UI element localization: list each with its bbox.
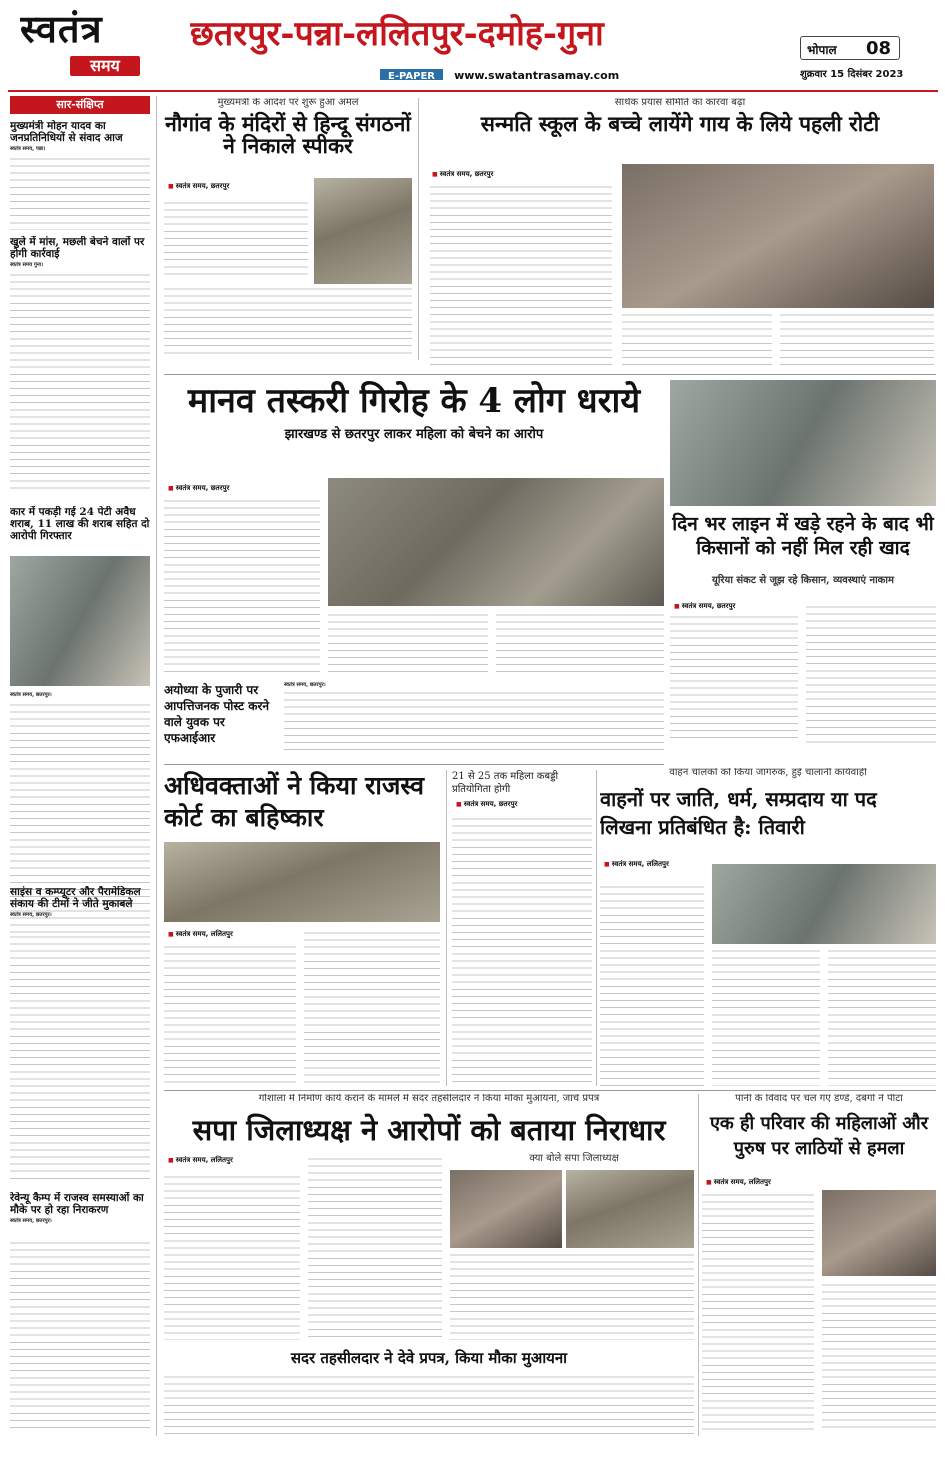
article-kicker: वाहन चालकों को किया जागरुक, हुई चालानी कार्यवाही <box>669 768 867 778</box>
article-text-block <box>308 1156 442 1340</box>
article-khad <box>670 380 936 824</box>
school-children-photo <box>622 164 934 308</box>
article-text-block <box>822 1282 936 1432</box>
article-advocates <box>164 770 440 1086</box>
article-text-block <box>670 614 798 744</box>
sidebar-lead: स्वतंत्र समय गुना। <box>10 262 44 268</box>
edition-title: छतरपुर-पन्ना-ललितपुर-दमोह-गुना <box>190 14 604 54</box>
sidebar-lead: स्वतंत्र समय, पन्ना। <box>10 146 46 152</box>
article-byline: ■ स्वतंत्र समय, ललितपुर <box>168 930 233 939</box>
article-text-block <box>164 1374 694 1434</box>
article-text-block <box>622 312 772 370</box>
masthead-divider <box>8 90 938 92</box>
article-kicker: पानी के विवाद पर चल गए डण्डे, दबंगों ने पीटा <box>735 1094 903 1104</box>
liquor-seizure-photo <box>10 556 150 686</box>
article-text-block <box>284 690 664 754</box>
issue-date: शुक्रवार 15 दिसंबर 2023 <box>800 69 904 80</box>
article-water <box>702 1094 936 1436</box>
article-kabaddi <box>452 770 592 1086</box>
article-text-block <box>164 498 320 672</box>
article-text-block <box>600 884 704 1086</box>
column-divider <box>698 1094 699 1436</box>
article-text-block <box>164 200 308 280</box>
sidebar <box>10 96 150 1436</box>
article-kicker: सार्थक प्रयास समिति का कारवां बढ़ा <box>614 98 746 108</box>
article-byline: ■ स्वतंत्र समय, छतरपुर <box>168 182 229 191</box>
sidebar-text-block <box>10 934 150 1184</box>
article-ayodhya <box>164 682 664 760</box>
epaper-bar <box>380 64 790 80</box>
article-text-block <box>496 612 664 672</box>
sidebar-headline: कार में पकड़ी गई 24 पेटी अवैध शराब, 11 लाख की शराब सहित दो आरोपी गिरफ्तार <box>10 506 150 542</box>
injured-photo <box>822 1190 936 1276</box>
epaper-label: E-PAPER <box>380 69 443 80</box>
article-headline: अधिवक्ताओं ने किया राजस्व कोर्ट का बहिष्कार <box>164 771 425 832</box>
section-divider <box>164 374 936 375</box>
article-subhead: झारखण्ड से छतरपुर लाकर महिला को बेचने का आरोप <box>284 427 544 442</box>
loudspeaker-photo <box>314 178 412 284</box>
sidebar-item <box>10 886 150 1186</box>
court-boycott-photo <box>164 842 440 922</box>
logo-top-text: स्वतंत्र <box>20 8 103 51</box>
masthead <box>0 0 945 92</box>
article-text-block <box>712 948 820 1086</box>
sub-kicker: क्या बोले सपा जिलाध्यक्ष <box>529 1153 619 1164</box>
website-link[interactable]: www.swatantrasamay.com <box>454 69 620 80</box>
column-divider <box>418 98 419 360</box>
article-headline: वाहनों पर जाति, धर्म, सम्प्रदाय या पद लिखना प्रतिबंधित है: तिवारी <box>600 786 877 839</box>
article-sanmati <box>424 98 936 372</box>
sidebar-text-block <box>10 272 150 494</box>
column-divider <box>596 770 597 1086</box>
article-gaushala <box>164 1094 694 1436</box>
article-headline: सन्मति स्कूल के बच्चे लायेंगे गाय के लिये पहली रोटी <box>480 110 880 136</box>
sidebar-headline: साइंस व कम्प्यूटर और पैरामेडिकल संकाय की टीमों ने जीते मुकाबले <box>10 886 141 910</box>
article-headline: अयोध्या के पुजारी पर आपत्तिजनक पोस्ट करने वाले युवक पर एफआईआर <box>164 683 270 745</box>
article-byline: ■ स्वतंत्र समय, छतरपुर <box>456 800 517 809</box>
article-text-block <box>702 1192 814 1432</box>
article-byline: ■ स्वतंत्र समय, ललितपुर <box>168 1156 233 1165</box>
sidebar-item <box>10 236 150 498</box>
sidebar-text-block <box>10 156 150 230</box>
article-headline: नौगांव के मंदिरों से हिन्दू संगठनों ने निकाले स्पीकर <box>165 110 411 159</box>
article-text-block <box>828 948 936 1086</box>
article-headline: 21 से 25 तक महिला कबड्डी प्रतियोगिता होगी <box>452 771 559 795</box>
article-lead: स्वतंत्र समय, छतरपुर। <box>284 682 326 688</box>
article-text-block <box>780 312 934 370</box>
article-headline: मानव तस्करी गिरोह के 4 लोग धराये <box>187 381 641 421</box>
article-kicker: मुख्यमंत्री के आदेश पर शुरू हुआ अमल <box>217 98 359 108</box>
sidebar-headline: खुले में मांस, मछली बेचने वालों पर होगी कार्रवाई <box>10 236 145 260</box>
traffic-check-photo <box>712 864 936 944</box>
article-text-block <box>452 816 592 1084</box>
sidebar-divider <box>156 96 157 1436</box>
article-byline: ■ स्वतंत्र समय, छतरपुर <box>674 602 735 611</box>
page-number: 08 <box>865 38 891 59</box>
article-text-block <box>328 612 488 672</box>
sidebar-lead: स्वतंत्र समय, छतरपुर। <box>10 912 52 918</box>
sidebar-text-block <box>10 1240 150 1434</box>
sapa-leader-photo <box>450 1170 562 1248</box>
sub-headline: सदर तहसीलदार ने देवे प्रपत्र, किया मौका मुआयना <box>290 1349 568 1367</box>
article-naugaon <box>164 98 412 358</box>
article-text-block <box>164 944 296 1084</box>
sidebar-header: सार-संक्षिप्त <box>10 96 150 114</box>
sidebar-lead: स्वतंत्र समय, छतरपुर। <box>10 1218 52 1224</box>
logo-bottom-badge: समय <box>70 56 140 76</box>
article-kicker: गौशाला में निर्माण कार्य कराने के मामले में सदर तहसीलदार ने किया मौका मुआयना, जांचे प्रपत्र <box>258 1094 600 1104</box>
queue-photo <box>670 380 936 506</box>
article-vehicles <box>600 768 936 1088</box>
article-text-block <box>806 604 936 744</box>
article-headline: सपा जिलाध्यक्ष ने आरोपों को बताया निराधार <box>192 1112 666 1147</box>
article-byline: ■ स्वतंत्र समय, ललितपुर <box>604 860 669 869</box>
article-text-block <box>164 286 412 356</box>
page-box <box>800 36 900 60</box>
article-byline: ■ स्वतंत्र समय, छतरपुर <box>432 170 493 179</box>
article-byline: ■ स्वतंत्र समय, ललितपुर <box>706 1178 771 1187</box>
article-text-block <box>304 930 440 1084</box>
city-label: भोपाल <box>807 43 837 57</box>
sidebar-item <box>10 120 150 232</box>
arrest-photo <box>328 478 664 606</box>
article-headline: एक ही परिवार की महिलाओं और पुरुष पर लाठियों से हमला <box>709 1112 929 1159</box>
article-text-block <box>450 1252 694 1340</box>
tehsildar-photo <box>566 1170 694 1248</box>
article-text-block <box>164 1174 300 1340</box>
article-subhead: यूरिया संकट से जूझ रहे किसान, व्यवस्थाएं नाकाम <box>712 575 894 586</box>
logo <box>20 8 160 80</box>
sidebar-lead: स्वतंत्र समय, छतरपुर। <box>10 692 52 698</box>
article-text-block <box>430 184 612 370</box>
sidebar-headline: रेवेन्यू कैम्प में राजस्व समस्याओं का मौके पर हो रहा निराकरण <box>10 1192 144 1216</box>
sidebar-headline: मुख्यमंत्री मोहन यादव का जनप्रतिनिधियों से संवाद आज <box>10 120 123 144</box>
article-byline: ■ स्वतंत्र समय, छतरपुर <box>168 484 229 493</box>
column-divider <box>446 770 447 1086</box>
article-headline: दिन भर लाइन में खड़े रहने के बाद भी किसानों को नहीं मिल रही खाद <box>672 513 934 559</box>
section-divider <box>164 1090 936 1091</box>
sidebar-item <box>10 1192 150 1436</box>
article-trafficking <box>164 380 664 676</box>
section-divider <box>164 764 664 765</box>
